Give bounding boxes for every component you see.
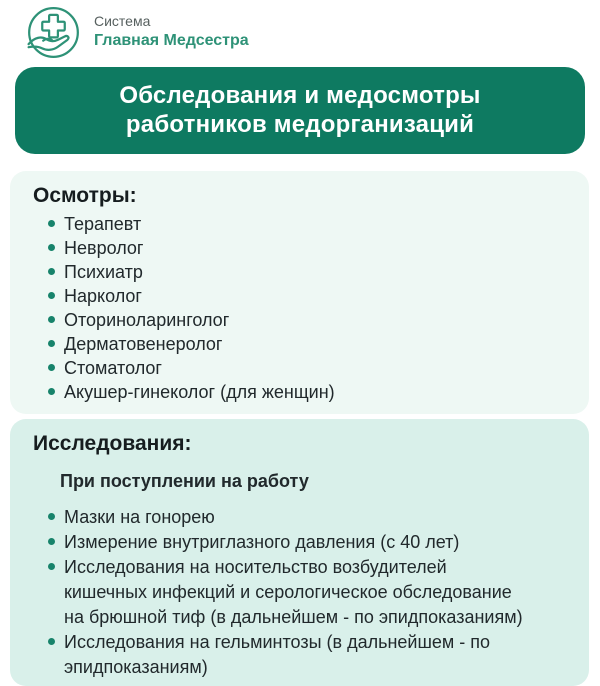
list-item: Оториноларинголог <box>48 308 571 332</box>
issledovaniya-list <box>48 505 571 680</box>
page-title <box>15 67 585 154</box>
hand-cross-icon <box>26 5 81 60</box>
section-osmotry-heading: Осмотры: <box>33 184 137 207</box>
section-subheading: При поступлении на работу <box>60 471 309 491</box>
list-item: Терапевт <box>48 212 571 236</box>
osmotry-list <box>48 212 571 404</box>
list-item: Стоматолог <box>48 356 571 380</box>
brand-name-bottom: Главная Медсестра <box>94 31 249 49</box>
list-item: Дерматовенеролог <box>48 332 571 356</box>
section-osmotry <box>10 171 589 414</box>
list-item: Невролог <box>48 236 571 260</box>
list-item: Измерение внутриглазного давления (с 40 лет) <box>48 530 526 555</box>
brand-name-top: Система <box>94 13 151 30</box>
page-title-line-2: работников медорганизаций <box>125 111 475 138</box>
list-item: Исследования на гельминтозы (в дальнейшем - по эпидпоказаниям) <box>48 630 526 680</box>
section-issledovaniya-heading: Исследования: <box>33 432 192 455</box>
page-title-line-1: Обследования и медосмотры <box>119 82 481 109</box>
list-item: Исследования на носительство возбудителей кишечных инфекций и серологическое обследование на брюшной тиф (в дальнейшем - по эпидпоказаниям) <box>48 555 526 630</box>
section-issledovaniya <box>10 419 589 686</box>
logo <box>0 0 600 60</box>
list-item: Нарколог <box>48 284 571 308</box>
list-item: Психиатр <box>48 260 571 284</box>
brand-text <box>94 13 249 51</box>
list-item: Акушер-гинеколог (для женщин) <box>48 380 571 404</box>
list-item: Мазки на гонорею <box>48 505 526 530</box>
